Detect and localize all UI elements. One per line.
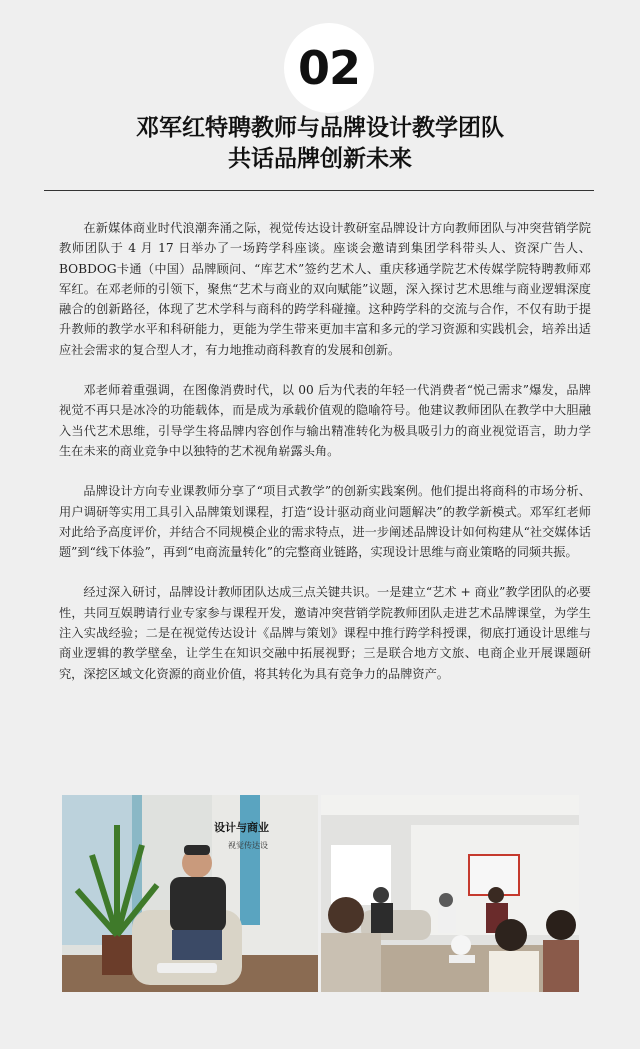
- projector-screen-subtitle: 视觉传达设: [228, 841, 268, 850]
- paragraph: 邓老师着重强调，在图像消费时代，以 00 后为代表的年轻一代消费者“悦己需求”爆发，品牌视觉不再只是冰冷的功能载体，而是成为承载价值观的隐喻符号。他建议教师团队在教学中大胆融入当代艺术思维，引导学生将品牌内容创作与输出精准转化为极具吸引力的商业视觉语言，助力学生在未来的商业竞争中以独特的艺术视角崭露头角。: [59, 383, 591, 458]
- photo-seminar-room: [321, 795, 579, 992]
- section-number-badge: [284, 23, 374, 113]
- section-number: 02: [297, 41, 360, 95]
- paragraph: 在新媒体商业时代浪潮奔涌之际，视觉传达设计教研室品牌设计方向教师团队与冲突营销学院教师团队于 4 月 17 日举办了一场跨学科座谈。座谈会邀请到集团学科带头人、资深广告人、BOBDOG卡通（中国）品牌顾问、“库艺术”签约艺术人、重庆移通学院艺术传媒学院特聘教师邓军红。在邓老师的引领下，聚焦“艺术与商业的双向赋能”议题，深入探讨艺术思维与商业逻辑深度融合的创新路径，体现了艺术学科与商科的跨学科碰撞。这种跨学科的交流与合作，不仅有助于提升教师的教学水平和科研能力，更能为学生带来更加丰富和多元的学习资源和实践机会，培养出适应社会需求的复合型人才，有力地推动商科教育的发展和创新。: [59, 221, 591, 357]
- title-divider: [44, 190, 594, 191]
- photo-strip: [62, 795, 579, 992]
- paragraph: 经过深入研讨，品牌设计教师团队达成三点关键共识。一是建立“艺术 + 商业”教学团队的必要性，共同互娱聘请行业专家参与课程开发，邀请冲突营销学院教师团队走进艺术品牌课堂，为学生注入实战经验；二是在视觉传达设计《品牌与策划》课程中推行跨学科授课，彻底打通设计思维与商业逻辑的教学壁垒，让学生在知识交融中拓展视野；三是联合地方文旅、电商企业开展课题研究，深挖区域文化资源的商业价值，将其转化为具有竞争力的品牌资产。: [59, 585, 591, 681]
- article-body: [59, 218, 591, 704]
- paragraph: 品牌设计方向专业课教师分享了“项目式教学”的创新实践案例。他们提出将商科的市场分析、用户调研等实用工具引入品牌策划课程，打造“设计驱动商业问题解决”的教学新模式。邓军红老师对此给予高度评价，并结合不同规模企业的需求特点，进一步阐述品牌设计如何构建从“社交媒体话题”到“线下体验”，再到“电商流量转化”的完整商业链路，实现设计思维与商业策略的同频共振。: [59, 484, 591, 560]
- article-title-line-2: 共话品牌创新未来: [228, 146, 412, 172]
- projector-screen-title: 设计与商业: [214, 821, 269, 834]
- article-title-line-1: 邓军红特聘教师与品牌设计教学团队: [136, 115, 504, 141]
- photo-speaker: [62, 795, 318, 992]
